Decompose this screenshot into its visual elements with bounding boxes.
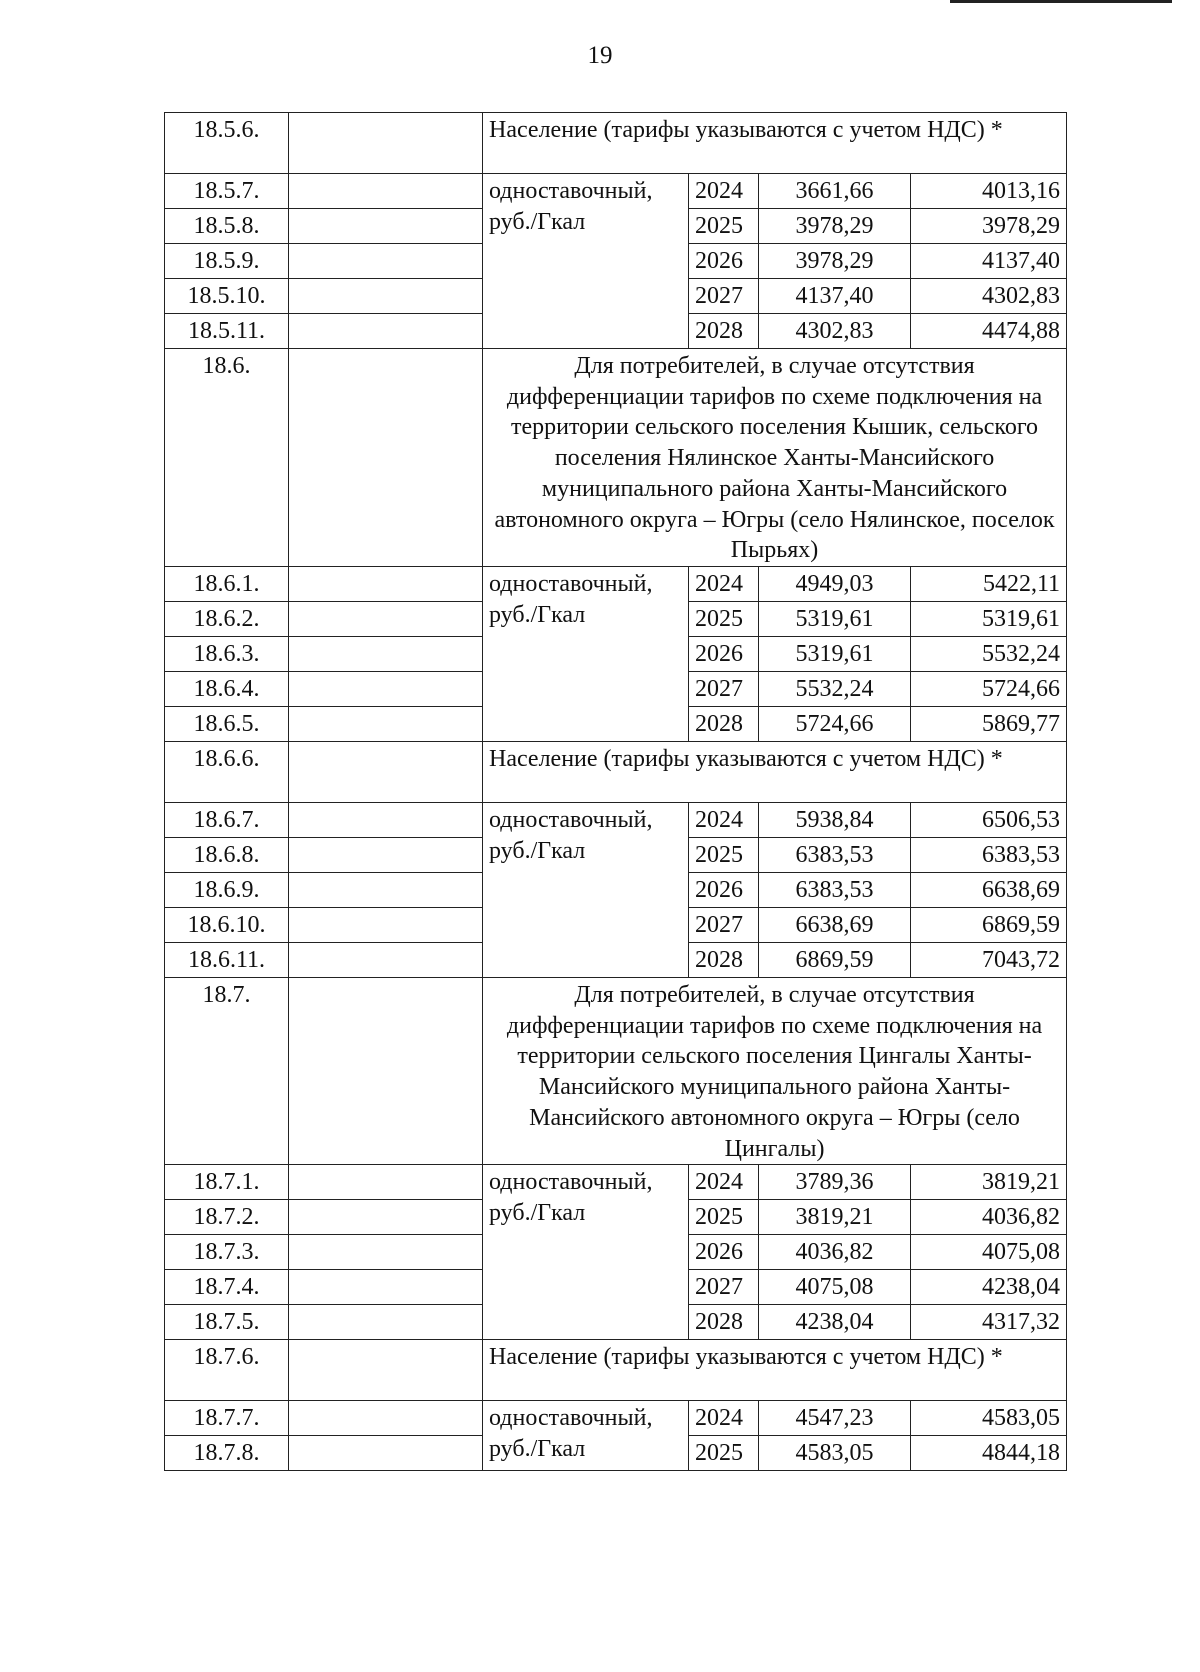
year-cell: 2026: [689, 873, 759, 908]
year-cell: 2024: [689, 567, 759, 602]
year-cell: 2028: [689, 314, 759, 349]
year-cell: 2026: [689, 244, 759, 279]
tariff-value-first-half: 6383,53: [759, 838, 911, 873]
empty-cell: [289, 567, 483, 602]
row-number: 18.5.10.: [165, 279, 289, 314]
year-cell: 2024: [689, 1165, 759, 1200]
empty-cell: [289, 174, 483, 209]
empty-cell: [289, 209, 483, 244]
row-number: 18.6.7.: [165, 803, 289, 838]
group-row: [165, 742, 1067, 803]
table-row: [165, 1165, 1067, 1200]
empty-cell: [289, 838, 483, 873]
tariff-value-second-half: 5532,24: [911, 637, 1067, 672]
row-number: 18.6.: [165, 349, 289, 567]
tariff-value-second-half: 4013,16: [911, 174, 1067, 209]
year-cell: 2027: [689, 908, 759, 943]
tariff-value-first-half: 3978,29: [759, 244, 911, 279]
year-cell: 2027: [689, 279, 759, 314]
unit-label: одноставочный, руб./Гкал: [483, 803, 689, 978]
tariff-value-first-half: 6383,53: [759, 873, 911, 908]
tariff-value-first-half: 3661,66: [759, 174, 911, 209]
group-row: [165, 113, 1067, 174]
tariff-value-second-half: 4474,88: [911, 314, 1067, 349]
tariff-value-second-half: 5422,11: [911, 567, 1067, 602]
row-number: 18.7.7.: [165, 1401, 289, 1436]
tariff-value-first-half: 5319,61: [759, 602, 911, 637]
row-number: 18.7.3.: [165, 1235, 289, 1270]
year-cell: 2028: [689, 1305, 759, 1340]
tariff-value-second-half: 6638,69: [911, 873, 1067, 908]
tariff-value-second-half: 6506,53: [911, 803, 1067, 838]
tariff-value-first-half: 3819,21: [759, 1200, 911, 1235]
row-number: 18.6.11.: [165, 943, 289, 978]
section-heading-row: [165, 978, 1067, 1165]
row-number: 18.6.3.: [165, 637, 289, 672]
tariff-value-second-half: 5319,61: [911, 602, 1067, 637]
row-number: 18.7.: [165, 978, 289, 1165]
year-cell: 2025: [689, 602, 759, 637]
year-cell: 2026: [689, 1235, 759, 1270]
section-heading-row: [165, 349, 1067, 567]
tariff-value-first-half: 4302,83: [759, 314, 911, 349]
row-number: 18.5.6.: [165, 113, 289, 174]
tariff-value-second-half: 4075,08: [911, 1235, 1067, 1270]
section-heading: Для потребителей, в случае отсутствия дифференциации тарифов по схеме подключения на территории сельского поселения Кышик, сельского поселения Нялинское Ханты-Мансийского муниципального района Ханты-Мансийского автономного округа – Югры (село Нялинское, поселок Пырьях): [483, 349, 1067, 567]
tariff-value-first-half: 4949,03: [759, 567, 911, 602]
row-number: 18.7.5.: [165, 1305, 289, 1340]
row-number: 18.6.2.: [165, 602, 289, 637]
row-number: 18.5.7.: [165, 174, 289, 209]
unit-label: одноставочный, руб./Гкал: [483, 567, 689, 742]
tariff-value-second-half: 5869,77: [911, 707, 1067, 742]
unit-label: одноставочный, руб./Гкал: [483, 1401, 689, 1471]
empty-cell: [289, 672, 483, 707]
year-cell: 2028: [689, 943, 759, 978]
tariff-value-first-half: 3789,36: [759, 1165, 911, 1200]
row-number: 18.6.8.: [165, 838, 289, 873]
tariff-value-second-half: 3819,21: [911, 1165, 1067, 1200]
empty-cell: [289, 1270, 483, 1305]
empty-cell: [289, 279, 483, 314]
tariff-value-first-half: 5532,24: [759, 672, 911, 707]
unit-label: одноставочный, руб./Гкал: [483, 1165, 689, 1340]
group-label: Население (тарифы указываются с учетом НДС) *: [483, 1340, 1067, 1401]
tariff-value-second-half: 5724,66: [911, 672, 1067, 707]
tariff-value-first-half: 4075,08: [759, 1270, 911, 1305]
tariff-value-second-half: 4844,18: [911, 1436, 1067, 1471]
tariff-value-second-half: 4036,82: [911, 1200, 1067, 1235]
tariff-value-first-half: 4137,40: [759, 279, 911, 314]
year-cell: 2027: [689, 1270, 759, 1305]
row-number: 18.6.4.: [165, 672, 289, 707]
row-number: 18.6.6.: [165, 742, 289, 803]
empty-cell: [289, 1200, 483, 1235]
tariff-value-second-half: 3978,29: [911, 209, 1067, 244]
year-cell: 2028: [689, 707, 759, 742]
row-number: 18.6.1.: [165, 567, 289, 602]
row-number: 18.7.2.: [165, 1200, 289, 1235]
tariff-table: [164, 112, 1067, 1471]
year-cell: 2027: [689, 672, 759, 707]
row-number: 18.5.9.: [165, 244, 289, 279]
empty-cell: [289, 637, 483, 672]
empty-cell: [289, 314, 483, 349]
empty-cell: [289, 244, 483, 279]
group-label: Население (тарифы указываются с учетом НДС) *: [483, 113, 1067, 174]
tariff-value-second-half: 6869,59: [911, 908, 1067, 943]
empty-cell: [289, 742, 483, 803]
empty-cell: [289, 1340, 483, 1401]
tariff-value-first-half: 4583,05: [759, 1436, 911, 1471]
tariff-table-body: [165, 113, 1067, 1471]
tariff-value-second-half: 4583,05: [911, 1401, 1067, 1436]
empty-cell: [289, 1305, 483, 1340]
empty-cell: [289, 113, 483, 174]
tariff-value-first-half: 6638,69: [759, 908, 911, 943]
tariff-value-second-half: 6383,53: [911, 838, 1067, 873]
empty-cell: [289, 349, 483, 567]
year-cell: 2024: [689, 803, 759, 838]
row-number: 18.6.5.: [165, 707, 289, 742]
year-cell: 2025: [689, 838, 759, 873]
tariff-value-first-half: 3978,29: [759, 209, 911, 244]
year-cell: 2024: [689, 1401, 759, 1436]
empty-cell: [289, 1235, 483, 1270]
empty-cell: [289, 803, 483, 838]
empty-cell: [289, 873, 483, 908]
tariff-value-second-half: 4302,83: [911, 279, 1067, 314]
row-number: 18.6.9.: [165, 873, 289, 908]
empty-cell: [289, 1165, 483, 1200]
top-rule: [950, 0, 1172, 3]
tariff-value-first-half: 5938,84: [759, 803, 911, 838]
tariff-value-second-half: 4317,32: [911, 1305, 1067, 1340]
row-number: 18.7.8.: [165, 1436, 289, 1471]
group-label: Население (тарифы указываются с учетом НДС) *: [483, 742, 1067, 803]
tariff-value-first-half: 5724,66: [759, 707, 911, 742]
year-cell: 2024: [689, 174, 759, 209]
tariff-value-first-half: 4547,23: [759, 1401, 911, 1436]
tariff-value-first-half: 4238,04: [759, 1305, 911, 1340]
empty-cell: [289, 1401, 483, 1436]
empty-cell: [289, 1436, 483, 1471]
empty-cell: [289, 978, 483, 1165]
row-number: 18.5.8.: [165, 209, 289, 244]
year-cell: 2026: [689, 637, 759, 672]
empty-cell: [289, 908, 483, 943]
table-row: [165, 803, 1067, 838]
unit-label: одноставочный, руб./Гкал: [483, 174, 689, 349]
section-heading: Для потребителей, в случае отсутствия дифференциации тарифов по схеме подключения на территории сельского поселения Цингалы Ханты-Мансийского муниципального района Ханты-Мансийского автономного округа – Югры (село Цингалы): [483, 978, 1067, 1165]
tariff-value-second-half: 4137,40: [911, 244, 1067, 279]
tariff-value-first-half: 6869,59: [759, 943, 911, 978]
row-number: 18.6.10.: [165, 908, 289, 943]
empty-cell: [289, 943, 483, 978]
table-row: [165, 174, 1067, 209]
table-row: [165, 1401, 1067, 1436]
tariff-value-first-half: 4036,82: [759, 1235, 911, 1270]
tariff-value-first-half: 5319,61: [759, 637, 911, 672]
row-number: 18.5.11.: [165, 314, 289, 349]
row-number: 18.7.6.: [165, 1340, 289, 1401]
year-cell: 2025: [689, 209, 759, 244]
tariff-value-second-half: 7043,72: [911, 943, 1067, 978]
page-number: 19: [587, 42, 613, 69]
empty-cell: [289, 602, 483, 637]
row-number: 18.7.1.: [165, 1165, 289, 1200]
table-row: [165, 567, 1067, 602]
tariff-value-second-half: 4238,04: [911, 1270, 1067, 1305]
empty-cell: [289, 707, 483, 742]
year-cell: 2025: [689, 1436, 759, 1471]
year-cell: 2025: [689, 1200, 759, 1235]
row-number: 18.7.4.: [165, 1270, 289, 1305]
group-row: [165, 1340, 1067, 1401]
